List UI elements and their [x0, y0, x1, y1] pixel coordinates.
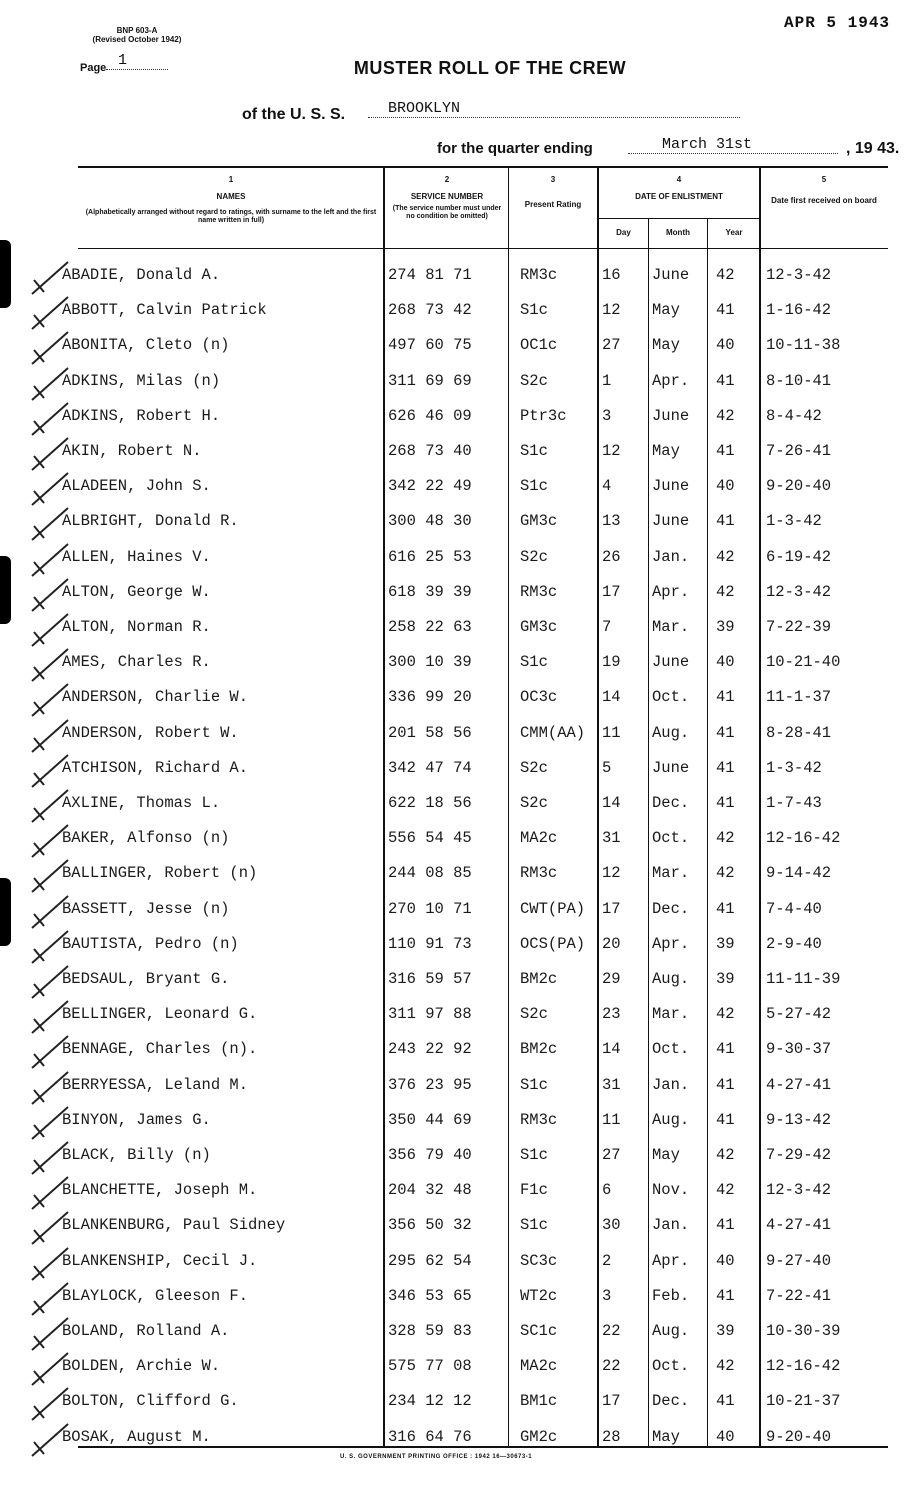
- table-row: [0, 1353, 909, 1387]
- date-received: 4-27-41: [766, 1216, 832, 1235]
- service-number: 234 12 12: [388, 1392, 472, 1411]
- quarter-year: , 19 43.: [846, 140, 900, 157]
- crew-name: BLANKENBURG, Paul Sidney: [62, 1216, 286, 1235]
- table-row: [0, 720, 909, 754]
- table-row: [0, 508, 909, 542]
- enlistment-year: 41: [716, 899, 735, 918]
- enlistment-month: June: [652, 758, 690, 777]
- date-received: 9-14-42: [766, 864, 832, 883]
- printing-office-footer: U. S. GOVERNMENT PRINTING OFFICE : 1942 16—30673-1: [340, 1454, 533, 1460]
- table-row: [0, 368, 909, 402]
- table-row: [0, 544, 909, 578]
- enlistment-day: 11: [602, 1110, 621, 1129]
- enlistment-day: 6: [602, 1181, 612, 1200]
- present-rating: GM2c: [520, 1427, 558, 1446]
- service-number: 201 58 56: [388, 723, 472, 742]
- enlistment-day: 5: [602, 758, 612, 777]
- present-rating: RM3c: [520, 266, 558, 284]
- date-received: 11-1-37: [766, 688, 832, 707]
- date-received: 12-3-42: [766, 582, 832, 601]
- enlistment-month: May: [652, 1427, 680, 1446]
- crew-name: BLANKENSHIP, Cecil J.: [62, 1251, 258, 1270]
- month-header: Month: [666, 228, 690, 237]
- enlistment-year: 42: [716, 1005, 735, 1024]
- enlistment-header: 4 DATE OF ENLISTMENT: [635, 175, 723, 201]
- enlistment-year: 42: [716, 1357, 735, 1376]
- enlistment-year: 42: [716, 1181, 735, 1200]
- enlistment-year: 39: [716, 618, 735, 636]
- table-row: [0, 790, 909, 824]
- date-received: 12-16-42: [766, 829, 841, 848]
- crew-name: BINYON, James G.: [62, 1110, 211, 1129]
- service-number: 300 10 39: [388, 653, 472, 672]
- enlistment-day: 2: [602, 1251, 612, 1270]
- date-stamp: APR 5 1943: [784, 14, 891, 32]
- present-rating: SC1c: [520, 1322, 558, 1340]
- crew-name: BAKER, Alfonso (n): [62, 829, 230, 848]
- service-number: 110 91 73: [388, 934, 472, 953]
- enlistment-year: 41: [716, 442, 735, 460]
- enlistment-year: 42: [716, 864, 735, 883]
- service-number: 243 22 92: [388, 1040, 472, 1059]
- date-received: 6-19-42: [766, 547, 832, 566]
- enlistment-day: 28: [602, 1427, 621, 1446]
- enlistment-day: 12: [602, 442, 621, 460]
- present-rating: S1c: [520, 442, 548, 460]
- present-rating: BM2c: [520, 1040, 558, 1059]
- enlistment-month: Aug.: [652, 970, 690, 988]
- present-rating: CMM(AA): [520, 723, 586, 742]
- header-bottom-rule: [78, 248, 888, 249]
- date-received: 8-10-41: [766, 371, 832, 390]
- service-number: 356 79 40: [388, 1146, 472, 1164]
- present-rating: WT2c: [520, 1286, 558, 1305]
- enlistment-month: May: [652, 336, 680, 355]
- service-number: 616 25 53: [388, 547, 472, 566]
- present-rating: S1c: [520, 1146, 548, 1164]
- crew-name: BOSAK, August M.: [62, 1427, 211, 1446]
- enlistment-day: 27: [602, 336, 621, 355]
- present-rating: S1c: [520, 301, 548, 320]
- table-row: [0, 966, 909, 1000]
- date-received: 10-30-39: [766, 1322, 841, 1340]
- service-number: 350 44 69: [388, 1110, 472, 1129]
- service-number: 316 64 76: [388, 1427, 472, 1446]
- date-received: 7-29-42: [766, 1146, 832, 1164]
- page-label: Page: [80, 62, 107, 74]
- date-received: 1-7-43: [766, 794, 822, 812]
- enlistment-day: 31: [602, 1075, 621, 1094]
- table-row: [0, 1072, 909, 1106]
- enlistment-month: June: [652, 653, 690, 672]
- ship-name: BROOKLYN: [368, 100, 740, 118]
- crew-name: ABADIE, Donald A.: [62, 266, 221, 284]
- present-rating: S2c: [520, 371, 548, 390]
- crew-name: BELLINGER, Leonard G.: [62, 1005, 258, 1024]
- crew-name: ADKINS, Robert H.: [62, 406, 221, 425]
- enlistment-month: Mar.: [652, 1005, 690, 1024]
- service-number: 575 77 08: [388, 1357, 472, 1376]
- present-rating: Ptr3c: [520, 406, 567, 425]
- enlistment-year: 40: [716, 336, 735, 355]
- present-rating: GM3c: [520, 618, 558, 636]
- enlistment-year: 41: [716, 794, 735, 812]
- enlistment-year: 41: [716, 758, 735, 777]
- enlistment-month: Dec.: [652, 1392, 690, 1411]
- service-number: 300 48 30: [388, 512, 472, 531]
- present-rating: S2c: [520, 758, 548, 777]
- enlistment-year: 41: [716, 723, 735, 742]
- crew-name: ALBRIGHT, Donald R.: [62, 512, 239, 531]
- enlistment-day: 13: [602, 512, 621, 531]
- enlistment-month: June: [652, 406, 690, 425]
- enlistment-month: Jan.: [652, 1216, 690, 1235]
- table-row: [0, 579, 909, 613]
- table-row: [0, 860, 909, 894]
- crew-name: BLAYLOCK, Gleeson F.: [62, 1286, 249, 1305]
- table-row: [0, 1283, 909, 1317]
- enlistment-year: 41: [716, 1075, 735, 1094]
- enlistment-day: 17: [602, 1392, 621, 1411]
- date-received: 2-9-40: [766, 934, 822, 953]
- table-row: [0, 1318, 909, 1352]
- date-received: 9-20-40: [766, 1427, 832, 1446]
- enlistment-day: 23: [602, 1005, 621, 1024]
- enlistment-day: 26: [602, 547, 621, 566]
- enlistment-year: 41: [716, 1216, 735, 1235]
- enlistment-month: May: [652, 442, 680, 460]
- service-number: 204 32 48: [388, 1181, 472, 1200]
- table-row: [0, 1388, 909, 1422]
- service-number: 622 18 56: [388, 794, 472, 812]
- enlistment-day: 14: [602, 688, 621, 707]
- crew-name: ANDERSON, Robert W.: [62, 723, 239, 742]
- enlistment-month: Jan.: [652, 1075, 690, 1094]
- present-rating: S2c: [520, 547, 548, 566]
- enlistment-day: 27: [602, 1146, 621, 1164]
- crew-name: BLANCHETTE, Joseph M.: [62, 1181, 258, 1200]
- service-number: 311 69 69: [388, 371, 472, 390]
- enlistment-year: 40: [716, 1251, 735, 1270]
- table-row: [0, 1001, 909, 1035]
- day-header: Day: [616, 228, 631, 237]
- service-number: 626 46 09: [388, 406, 472, 425]
- table-row: [0, 649, 909, 683]
- enlistment-year: 40: [716, 1427, 735, 1446]
- enlistment-year: 39: [716, 970, 735, 988]
- present-rating: OC1c: [520, 336, 558, 355]
- enlistment-day: 14: [602, 794, 621, 812]
- date-received: 12-3-42: [766, 266, 832, 284]
- enlistment-day: 3: [602, 406, 612, 425]
- enlistment-day: 7: [602, 618, 612, 636]
- present-rating: OC3c: [520, 688, 558, 707]
- present-rating: RM3c: [520, 582, 558, 601]
- service-number: 556 54 45: [388, 829, 472, 848]
- table-row: [0, 1212, 909, 1246]
- enlistment-month: May: [652, 1146, 680, 1164]
- quarter-label: for the quarter ending: [437, 140, 593, 157]
- enlistment-day: 16: [602, 266, 621, 284]
- date-received: 7-26-41: [766, 442, 832, 460]
- enlistment-day: 31: [602, 829, 621, 848]
- crew-name: BEDSAUL, Bryant G.: [62, 970, 230, 988]
- enlistment-year: 39: [716, 934, 735, 953]
- enlistment-month: June: [652, 512, 690, 531]
- enlistment-month: Nov.: [652, 1181, 690, 1200]
- table-row: [0, 1142, 909, 1176]
- service-number: 316 59 57: [388, 970, 472, 988]
- table-row: [0, 755, 909, 789]
- enlistment-month: Aug.: [652, 1110, 690, 1129]
- year-header: Year: [725, 228, 743, 237]
- date-received: 11-11-39: [766, 970, 841, 988]
- enlistment-year: 42: [716, 406, 735, 425]
- crew-name: ABONITA, Cleto (n): [62, 336, 230, 355]
- date-received: 10-11-38: [766, 336, 841, 355]
- crew-name: BLACK, Billy (n): [62, 1146, 211, 1164]
- enlistment-month: Oct.: [652, 829, 690, 848]
- date-received: 1-3-42: [766, 512, 822, 531]
- date-received: 10-21-40: [766, 653, 841, 672]
- table-row: [0, 1177, 909, 1211]
- service-number: 346 53 65: [388, 1286, 472, 1305]
- enlistment-day: 29: [602, 970, 621, 988]
- date-received: 7-22-41: [766, 1286, 832, 1305]
- present-rating: S2c: [520, 1005, 548, 1024]
- present-rating: SC3c: [520, 1251, 558, 1270]
- enlistment-year: 42: [716, 266, 735, 284]
- crew-name: AKIN, Robert N.: [62, 442, 202, 460]
- present-rating: MA2c: [520, 829, 558, 848]
- enlistment-year: 40: [716, 477, 735, 496]
- date-received: 7-22-39: [766, 618, 832, 636]
- present-rating: S1c: [520, 1216, 548, 1235]
- table-row: [0, 438, 909, 472]
- service-number: 311 97 88: [388, 1005, 472, 1024]
- service-number: 342 47 74: [388, 758, 472, 777]
- service-number: 328 59 83: [388, 1322, 472, 1340]
- date-received: 9-30-37: [766, 1040, 832, 1059]
- enlistment-day: 14: [602, 1040, 621, 1059]
- crew-name: AMES, Charles R.: [62, 653, 211, 672]
- table-top-rule: [78, 166, 888, 168]
- enlistment-month: June: [652, 266, 690, 284]
- enlistment-month: Dec.: [652, 794, 690, 812]
- enlistment-month: Mar.: [652, 618, 690, 636]
- form-number: BNP 603-A (Revised October 1942): [92, 26, 182, 44]
- enlistment-year: 41: [716, 301, 735, 320]
- enlistment-year: 42: [716, 547, 735, 566]
- enlistment-month: Feb.: [652, 1286, 690, 1305]
- enlistment-month: Dec.: [652, 899, 690, 918]
- crew-name: BOLTON, Clifford G.: [62, 1392, 239, 1411]
- crew-name: ATCHISON, Richard A.: [62, 758, 249, 777]
- crew-name: ANDERSON, Charlie W.: [62, 688, 249, 707]
- enlistment-day: 12: [602, 864, 621, 883]
- enlistment-year: 41: [716, 1392, 735, 1411]
- enlistment-year: 41: [716, 688, 735, 707]
- date-received: 4-27-41: [766, 1075, 832, 1094]
- present-rating: F1c: [520, 1181, 548, 1200]
- present-rating: BM1c: [520, 1392, 558, 1411]
- rating-header: 3 Present Rating: [524, 175, 582, 209]
- present-rating: RM3c: [520, 864, 558, 883]
- service-number: 268 73 42: [388, 301, 472, 320]
- table-row: [0, 896, 909, 930]
- enlistment-day: 22: [602, 1357, 621, 1376]
- service-number: 268 73 40: [388, 442, 472, 460]
- ship-label: of the U. S. S.: [242, 106, 346, 123]
- date-received: 12-3-42: [766, 1181, 832, 1200]
- present-rating: GM3c: [520, 512, 558, 531]
- table-row: [0, 473, 909, 507]
- page-number: 1: [106, 52, 168, 70]
- enlistment-month: Oct.: [652, 1040, 690, 1059]
- enlistment-month: Oct.: [652, 688, 690, 707]
- present-rating: BM2c: [520, 970, 558, 988]
- table-row: [0, 332, 909, 366]
- date-received: 9-27-40: [766, 1251, 832, 1270]
- present-rating: S1c: [520, 1075, 548, 1094]
- present-rating: CWT(PA): [520, 899, 586, 918]
- enlistment-year: 41: [716, 1040, 735, 1059]
- enlistment-day: 1: [602, 371, 612, 390]
- date-received: 10-21-37: [766, 1392, 841, 1411]
- enlistment-subheader-rule: [598, 218, 760, 219]
- service-number: 356 50 32: [388, 1216, 472, 1235]
- enlistment-month: Oct.: [652, 1357, 690, 1376]
- date-received: 12-16-42: [766, 1357, 841, 1376]
- enlistment-day: 19: [602, 653, 621, 672]
- present-rating: RM3c: [520, 1110, 558, 1129]
- crew-name: BASSETT, Jesse (n): [62, 899, 230, 918]
- enlistment-year: 41: [716, 1286, 735, 1305]
- enlistment-month: Apr.: [652, 1251, 690, 1270]
- enlistment-day: 4: [602, 477, 612, 496]
- enlistment-month: Apr.: [652, 371, 690, 390]
- table-row: [0, 1107, 909, 1141]
- crew-name: BERRYESSA, Leland M.: [62, 1075, 249, 1094]
- table-row: [0, 614, 909, 648]
- present-rating: OCS(PA): [520, 934, 586, 953]
- enlistment-month: Apr.: [652, 934, 690, 953]
- crew-name: BALLINGER, Robert (n): [62, 864, 258, 883]
- crew-name: ALTON, George W.: [62, 582, 211, 601]
- crew-name: BOLAND, Rolland A.: [62, 1322, 230, 1340]
- service-number: 244 08 85: [388, 864, 472, 883]
- table-row: [0, 403, 909, 437]
- crew-name: BENNAGE, Charles (n).: [62, 1040, 258, 1059]
- crew-name: ALADEEN, John S.: [62, 477, 211, 496]
- date-received: 5-27-42: [766, 1005, 832, 1024]
- crew-name: BOLDEN, Archie W.: [62, 1357, 221, 1376]
- service-number: 270 10 71: [388, 899, 472, 918]
- enlistment-month: Apr.: [652, 582, 690, 601]
- enlistment-year: 41: [716, 371, 735, 390]
- crew-name: ALLEN, Haines V.: [62, 547, 211, 566]
- table-row: [0, 931, 909, 965]
- service-number: 258 22 63: [388, 618, 472, 636]
- table-row: [0, 1424, 909, 1458]
- date-received: 1-3-42: [766, 758, 822, 777]
- enlistment-year: 42: [716, 1146, 735, 1164]
- present-rating: MA2c: [520, 1357, 558, 1376]
- enlistment-year: 40: [716, 653, 735, 672]
- enlistment-year: 41: [716, 512, 735, 531]
- enlistment-month: Mar.: [652, 864, 690, 883]
- enlistment-day: 30: [602, 1216, 621, 1235]
- date-received: 1-16-42: [766, 301, 832, 320]
- enlistment-day: 3: [602, 1286, 612, 1305]
- crew-name: BAUTISTA, Pedro (n): [62, 934, 239, 953]
- date-received: 9-13-42: [766, 1110, 832, 1129]
- names-header: 1 NAMES (Alphabetically arranged without regard to ratings, with surname to the left and the first name written in full): [85, 175, 377, 224]
- enlistment-day: 20: [602, 934, 621, 953]
- crew-name: ALTON, Norman R.: [62, 618, 211, 636]
- enlistment-month: May: [652, 301, 680, 320]
- enlistment-year: 41: [716, 1110, 735, 1129]
- date-received: 8-28-41: [766, 723, 832, 742]
- enlistment-day: 17: [602, 582, 621, 601]
- service-number: 497 60 75: [388, 336, 472, 355]
- service-number: 295 62 54: [388, 1251, 472, 1270]
- table-row: [0, 1248, 909, 1282]
- enlistment-day: 12: [602, 301, 621, 320]
- document-title: MUSTER ROLL OF THE CREW: [353, 58, 627, 78]
- enlistment-month: Jan.: [652, 547, 690, 566]
- enlistment-day: 22: [602, 1322, 621, 1340]
- table-row: [0, 684, 909, 718]
- enlistment-year: 39: [716, 1322, 735, 1340]
- crew-name: AXLINE, Thomas L.: [62, 794, 221, 812]
- present-rating: S1c: [520, 653, 548, 672]
- service-number: 376 23 95: [388, 1075, 472, 1094]
- table-row: [0, 825, 909, 859]
- service-number: 618 39 39: [388, 582, 472, 601]
- enlistment-year: 42: [716, 829, 735, 848]
- service-number-header: 2 SERVICE NUMBER (The service number must under no condition be omitted): [392, 175, 502, 220]
- enlistment-year: 42: [716, 582, 735, 601]
- table-row: [0, 297, 909, 331]
- enlistment-day: 11: [602, 723, 621, 742]
- received-header: 5 Date first received on board: [771, 175, 877, 205]
- table-row: [0, 262, 909, 296]
- service-number: 274 81 71: [388, 266, 472, 284]
- table-row: [0, 1036, 909, 1070]
- enlistment-month: Aug.: [652, 1322, 690, 1340]
- service-number: 342 22 49: [388, 477, 472, 496]
- enlistment-month: Aug.: [652, 723, 690, 742]
- date-received: 7-4-40: [766, 899, 822, 918]
- enlistment-day: 17: [602, 899, 621, 918]
- present-rating: S1c: [520, 477, 548, 496]
- date-received: 9-20-40: [766, 477, 832, 496]
- present-rating: S2c: [520, 794, 548, 812]
- enlistment-month: June: [652, 477, 690, 496]
- quarter-date: March 31st: [628, 136, 838, 154]
- date-received: 8-4-42: [766, 406, 822, 425]
- crew-name: ABBOTT, Calvin Patrick: [62, 301, 267, 320]
- service-number: 336 99 20: [388, 688, 472, 707]
- crew-name: ADKINS, Milas (n): [62, 371, 221, 390]
